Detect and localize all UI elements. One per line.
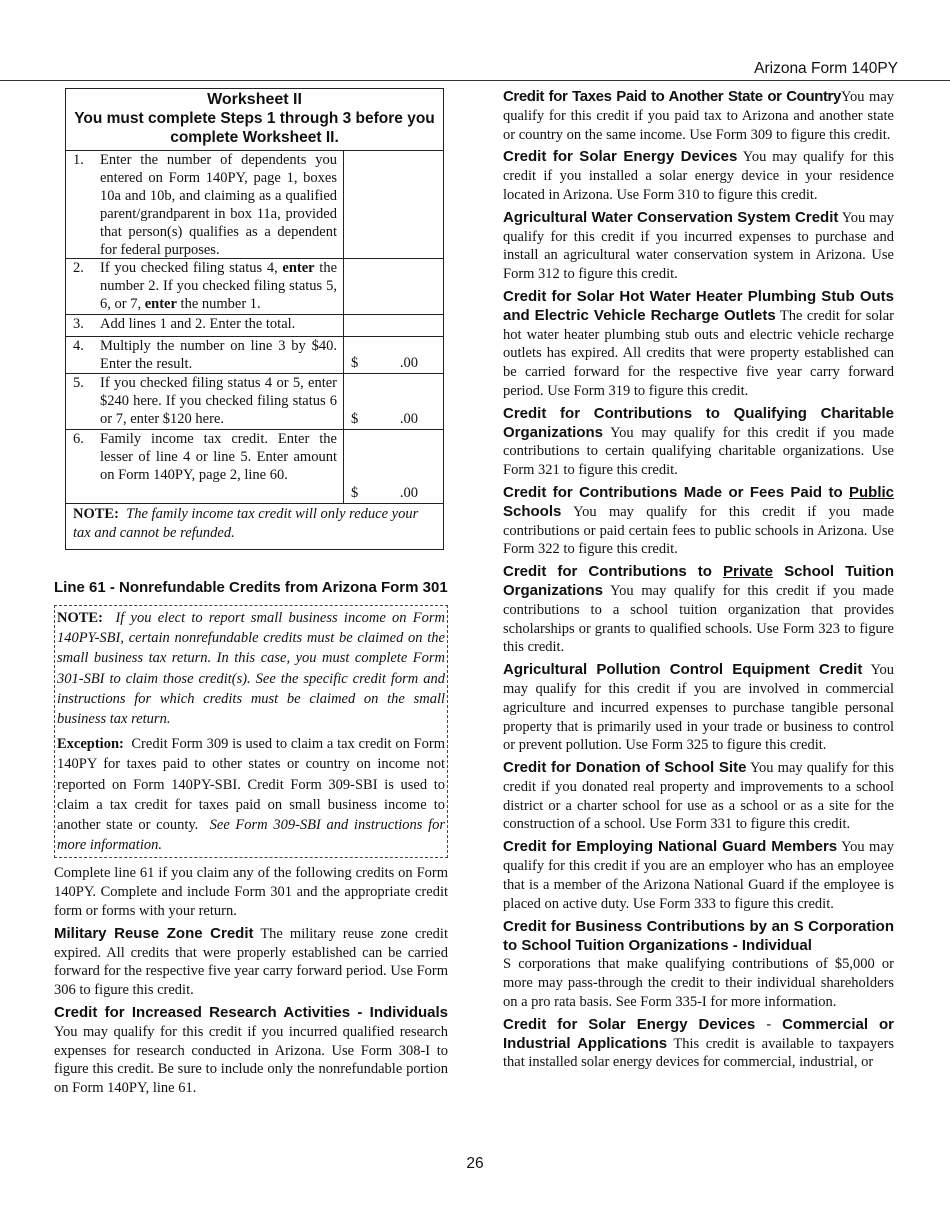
credit-s-corp-heading: Credit for Business Contributions by an S Corporation to School Tuition Organizations - Individual [503,918,894,955]
worksheet-row-6 [66,430,443,504]
row-number: 4. [73,338,84,354]
right-column [503,88,894,1076]
credit-taxes-other-state: Credit for Taxes Paid to Another State or CountryYou may qualify for this credit if you paid tax to Arizona and another state or country on the same income. Use Form 309 to figure this credit. [503,88,894,143]
row-number: 6. [73,431,84,447]
page-number: 26 [466,1155,484,1172]
row-number: 1. [73,152,84,168]
amount-cell [343,151,443,258]
row-text: Enter the number of dependents you entered on Form 140PY, page 1, boxes 10a and 10b, and claiming as a qualified parent/grandparent in box 11a, provided that person(s) qualifies as a dependent for federal purposes. [100,152,337,258]
credit-research: Credit for Increased Research Activities - Individuals You may qualify for this credit if you incurred qualified research expenses for research conducted in Arizona. Use Form 308-I to figure this credit. Be sure to include only the nonrefundable portion on Form 140PY, line 61. [54,1004,448,1097]
line61-intro: Complete line 61 if you claim any of the following credits on Form 140PY. Complete and include Form 301 and the appropriate credit form or forms with your return. [54,865,448,920]
cents: .00 [399,411,418,427]
worksheet-note: NOTE: The family income tax credit will only reduce your tax and cannot be refunded. [73,506,419,541]
row-text: If you checked filing status 4 or 5, enter $240 here. If you checked filing status 6 or 7, enter $120 here. [100,375,337,427]
amount-cell [343,259,443,314]
sbi-note: NOTE: If you elect to report small business income on Form 140PY-SBI, certain nonrefundable credits must be claimed on the small business tax return. In this case, you must complete Form 301-SBI to claim those credit(s). See the specific credit form and instructions for which credits must be claimed on the small business tax return. [57,610,446,728]
row-number: 2. [73,260,84,276]
worksheet-row-2 [66,259,443,315]
amount-cell [343,374,443,429]
row-text: Add lines 1 and 2. Enter the total. [100,316,296,332]
sbi-note-box [54,605,448,858]
credit-public-schools: Credit for Contributions Made or Fees Paid to Public Schools You may qualify for this credit if you made contributions or paid certain fees to public schools in Arizona. Use Form 322 to figure this credit. [503,483,894,558]
row-text: Family income tax credit. Enter the lesser of line 4 or line 5. Enter amount on Form 140PY, page 2, line 60. [100,431,337,483]
credit-private-school-tuition: Credit for Contributions to Private School Tuition Organizations You may qualify for this credit if you made contributions to a school tuition organization that provides scholarships or grants to qualified schools. Use Form 323 to figure this credit. [503,563,894,656]
row-text: If you checked filing status 4, enter the number 2. If you checked filing status 5, 6, or 7, enter the number 1. [100,260,338,312]
credit-solar-commercial: Credit for Solar Energy Devices - Commercial or Industrial Applications This credit is available to taxpayers that installed solar energy devices for commercial, industrial, or [503,1015,894,1071]
header-rule [0,80,950,81]
line61-heading: Line 61 - Nonrefundable Credits from Arizona Form 301 [54,579,448,596]
dollar-sign: $ [351,355,359,371]
credit-ag-water: Agricultural Water Conservation System Credit You may qualify for this credit if you incurred expenses to purchase and install an agricultural water conservation system in Arizona. Use Form 312 to figure this credit. [503,208,895,283]
worksheet-subtitle: You must complete Steps 1 through 3 before you complete Worksheet II. [74,110,435,146]
worksheet-row-1 [66,151,443,259]
dollar-sign: $ [351,411,359,427]
amount-cell [343,337,443,373]
amount-cell [343,315,443,336]
credit-s-corp-text: S corporations that make qualifying contributions of $5,000 or more may pass-through the credit to their individual shareholders on a pro rata basis. See Form 335-I for more information. [503,956,894,1011]
credit-solar-devices: Credit for Solar Energy Devices You may qualify for this credit if you installed a solar energy device in your residence located in Arizona. Use Form 310 to figure this credit. [503,148,894,203]
form-title: Arizona Form 140PY [754,60,898,77]
cents: .00 [399,485,418,501]
credit-solar-stub-outs: Credit for Solar Hot Water Heater Plumbing Stub Outs and Electric Vehicle Recharge Outlets The credit for solar hot water heater plumbing stub outs and electric vehicle recharge outlets has expired. All credits that were property established can be carried forward for the respective five year carry forward period. Use Form 319 to figure this credit. [503,287,894,399]
worksheet-header [66,89,443,151]
credit-ag-pollution: Agricultural Pollution Control Equipment Credit You may qualify for this credit if you are involved in commercial agriculture and incurred expenses to purchase tangible personal property that is primarily used in your trade or business to control or prevent pollution. Use Form 325 to figure this credit. [503,661,895,754]
row-number: 5. [73,375,84,391]
credit-national-guard: Credit for Employing National Guard Members You may qualify for this credit if you are an employer who has an employee that is a member of the Arizona National Guard if the employee is placed on active duty. Use Form 333 to figure this credit. [503,838,895,912]
worksheet-row-5 [66,374,443,430]
worksheet-ii [65,88,444,550]
cents: .00 [399,355,418,371]
worksheet-row-4 [66,337,443,374]
worksheet-title: Worksheet II [207,91,302,108]
amount-cell [343,430,443,503]
credit-military-reuse: Military Reuse Zone Credit The military reuse zone credit expired. All credits that were properly established can be carried forward for the respective five year carry forward period. Use Form 306 to figure this credit. [54,924,448,999]
credit-charitable: Credit for Contributions to Qualifying Charitable Organizations You may qualify for this credit if you made contributions to certain qualifying charitable organizations. Use Form 321 to figure this credit. [503,404,894,479]
left-column [54,88,448,1098]
worksheet-row-3 [66,315,443,337]
sbi-exception: Exception: Credit Form 309 is used to claim a tax credit on Form 140PY for taxes paid to other states or country on income not reported on Form 140PY-SBI. Credit Form 309-SBI is used to claim a tax credit for taxes paid on small business income to another state or county. See Form 309-SBI and instructions for more information. [57,736,446,854]
row-number: 3. [73,316,84,332]
credit-school-site: Credit for Donation of School Site You may qualify for this credit if you donated real property and improvements to a school district or a charter school for use as a school or as a site for the construction of a school. Use Form 331 to figure this credit. [503,759,894,833]
row-text: Multiply the number on line 3 by $40. Enter the result. [100,338,337,372]
dollar-sign: $ [351,485,359,501]
